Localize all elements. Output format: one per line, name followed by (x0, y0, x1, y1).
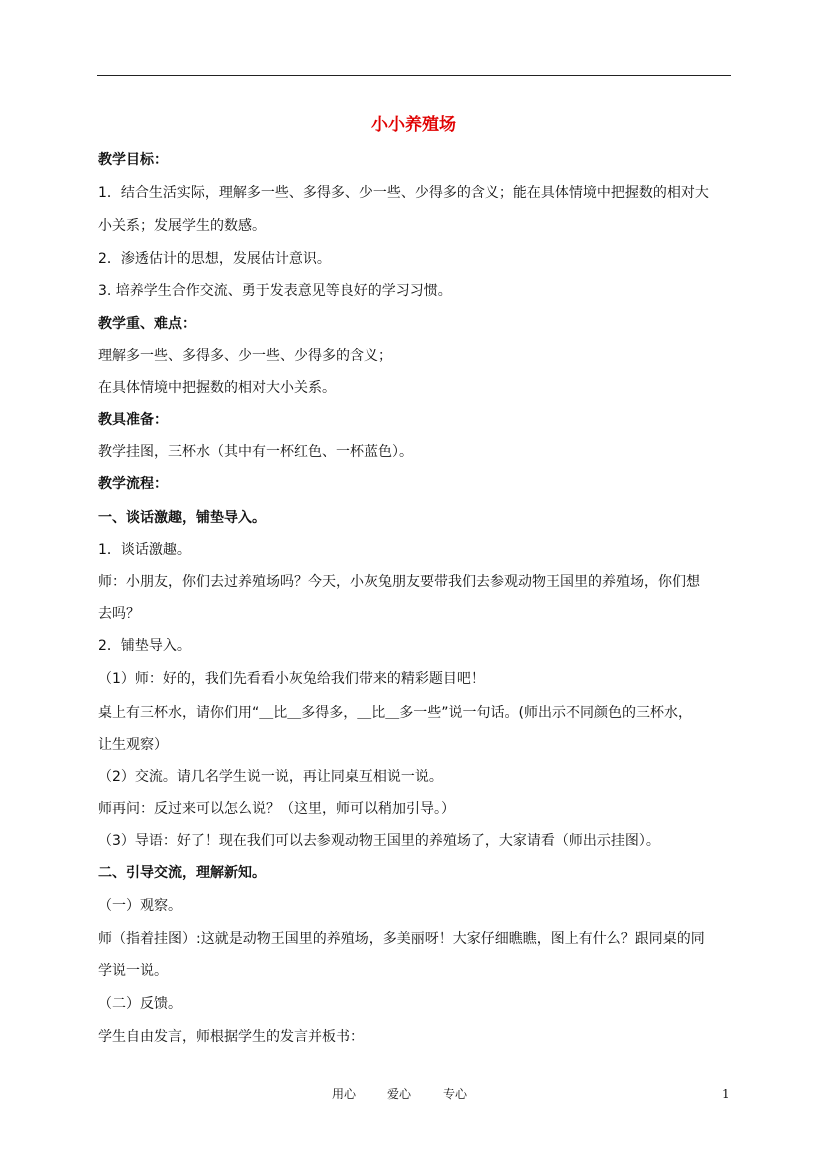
paragraph-line: 2．铺垫导入。 (98, 638, 191, 654)
paragraph-line: 小关系；发展学生的数感。 (98, 218, 266, 234)
footer-text-right: 专心 (443, 1087, 468, 1101)
paragraph-line: 教学挂图，三杯水（其中有一杯红色、一杯蓝色）。 (98, 444, 413, 460)
paragraph-line: （2）交流。请几名学生说一说，再让同桌互相说一说。 (98, 769, 443, 785)
paragraph-line: 理解多一些、多得多、少一些、少得多的含义； (98, 348, 392, 364)
paragraph-line: 1．结合生活实际，理解多一些、多得多、少一些、少得多的含义；能在具体情境中把握数的相对大 (98, 185, 709, 201)
paragraph-line: （二）反馈。 (98, 996, 182, 1012)
paragraph-line: （3）导语：好了！现在我们可以去参观动物王国里的养殖场了，大家请看（师出示挂图）。 (98, 833, 660, 849)
heading-process: 教学流程： (98, 476, 168, 492)
paragraph-line: 师（指着挂图）:这就是动物王国里的养殖场，多美丽呀！大家仔细瞧瞧，图上有什么？跟同桌的同 (98, 931, 705, 947)
heading-key-points: 教学重、难点： (98, 316, 196, 332)
paragraph-line: 去吗？ (98, 606, 140, 622)
paragraph-line: （1）师：好的，我们先看看小灰兔给我们带来的精彩题目吧！ (98, 671, 485, 687)
paragraph-line: 师再问：反过来可以怎么说？（这里，师可以稍加引导。） (98, 801, 455, 817)
section-heading-2: 二、引导交流，理解新知。 (98, 865, 266, 881)
paragraph-line: 让生观察） (98, 737, 168, 753)
paragraph-line: 学说一说。 (98, 963, 168, 979)
heading-teaching-goals: 教学目标： (98, 152, 168, 168)
header-rule (97, 75, 731, 76)
document-title: 小小养殖场 (371, 115, 456, 135)
footer-text-left: 用心 (332, 1087, 357, 1101)
section-heading-1: 一、谈话激趣，铺垫导入。 (98, 510, 266, 526)
paragraph-line: 桌上有三杯水，请你们用“＿比＿多得多，＿比＿多一些”说一句话。(师出示不同颜色的三杯水， (98, 705, 692, 721)
paragraph-line: 1．谈话激趣。 (98, 542, 191, 558)
page-number: 1 (722, 1087, 730, 1101)
heading-materials: 教具准备： (98, 412, 168, 428)
paragraph-line: （一）观察。 (98, 898, 182, 914)
paragraph-line: 学生自由发言，师根据学生的发言并板书： (98, 1029, 364, 1045)
paragraph-line: 3. 培养学生合作交流、勇于发表意见等良好的学习习惯。 (98, 283, 452, 299)
paragraph-line: 师：小朋友，你们去过养殖场吗？今天，小灰兔朋友要带我们去参观动物王国里的养殖场，你们想 (98, 574, 700, 590)
paragraph-line: 在具体情境中把握数的相对大小关系。 (98, 380, 336, 396)
page-footer (0, 1085, 827, 1103)
paragraph-line: 2．渗透估计的思想，发展估计意识。 (98, 251, 331, 267)
footer-text-middle: 爱心 (387, 1087, 412, 1101)
